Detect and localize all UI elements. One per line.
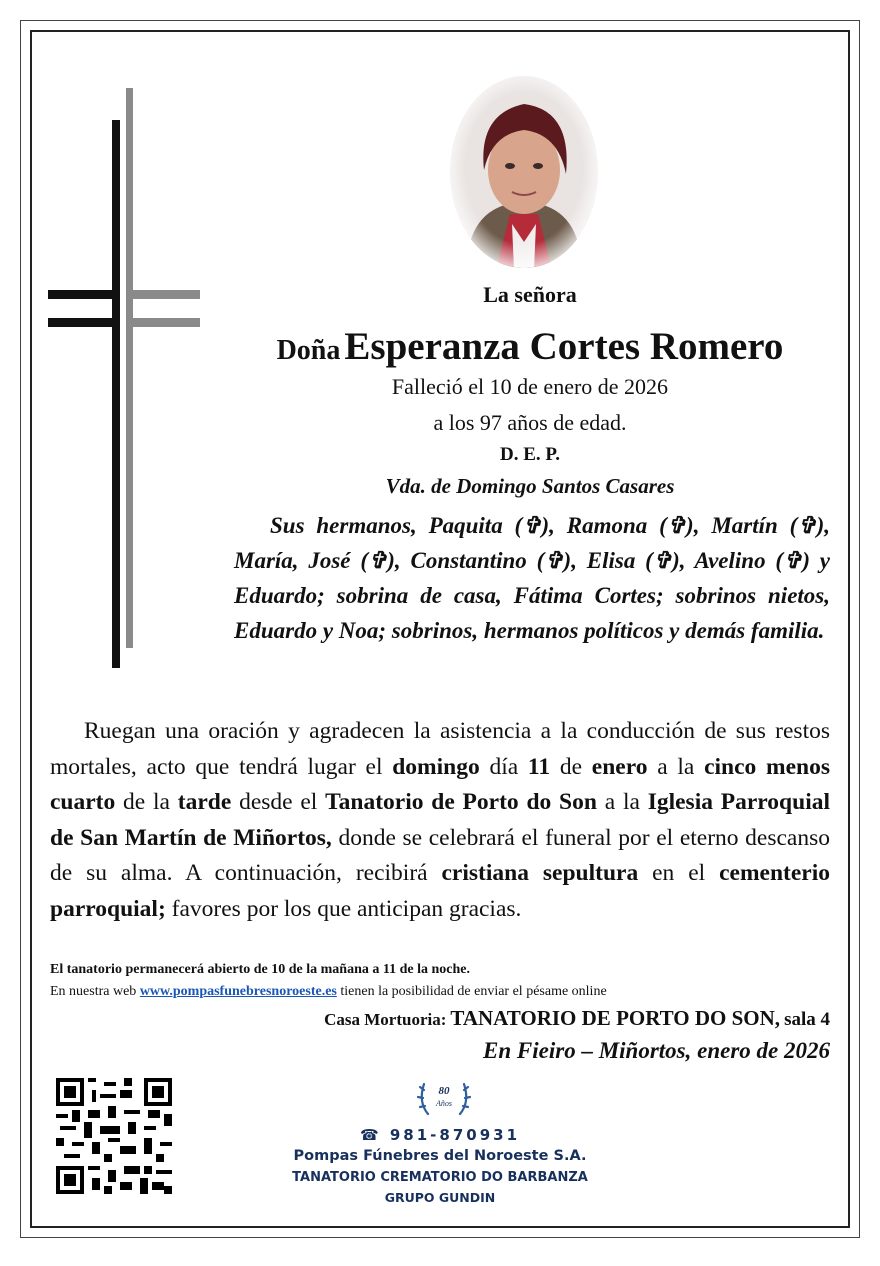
body-emphasis: cristiana sepultura: [441, 860, 639, 886]
anniversary-badge-icon: [414, 1068, 474, 1124]
body-text: en el: [638, 860, 720, 886]
website-link[interactable]: www.pompasfunebresnoroeste.es: [139, 984, 337, 999]
web-note-suffix: tienen la posibilidad de enviar el pésame online: [336, 984, 607, 999]
qr-code[interactable]: [56, 1078, 172, 1194]
crematorium-name: TANATORIO CREMATORIO DO BARBANZA: [292, 1170, 588, 1185]
portrait-photo: [448, 74, 600, 270]
body-emphasis: Iglesia Parroquial de San Martín de Miñortos,: [50, 789, 831, 851]
body-text: donde se celebrará el funeral por el eterno descanso de su alma. A continuación, recibirá: [50, 824, 831, 886]
deceased-name-line: [210, 324, 850, 369]
body-text: Ruegan una oración y agradecen la asistencia a la conducción de sus restos mortales, acto que tendrá lugar el: [50, 718, 830, 780]
phone-line: [290, 1126, 590, 1144]
mortuary-label: Casa Mortuoria:: [324, 1010, 447, 1029]
widow-line: Vda. de Domingo Santos Casares: [385, 474, 675, 498]
phone-icon: ☎: [359, 1126, 382, 1144]
age-line: a los 97 años de edad.: [433, 410, 627, 435]
closing-line: En Fieiro – Miñortos, enero de 2026: [483, 1038, 830, 1063]
death-date: Falleció el 10 de enero de 2026: [391, 374, 669, 399]
body-emphasis: 11: [527, 753, 551, 780]
web-note: [50, 984, 830, 1000]
body-text: a la: [596, 789, 648, 815]
rip-line: D. E. P.: [499, 444, 560, 465]
body-emphasis: cementerio parroquial;: [50, 860, 830, 922]
body-emphasis: domingo: [392, 753, 480, 780]
opening-hours-note: El tanatorio permanecerá abierto de 10 de la mañana a 11 de la noche.: [50, 962, 470, 977]
body-emphasis: tarde: [177, 789, 232, 815]
body-text: de: [550, 753, 592, 780]
ceremony-paragraph: [50, 714, 830, 927]
cross-icon: [48, 88, 200, 670]
mortuary-room: sala 4: [784, 1009, 830, 1030]
honorific: La señora: [483, 282, 577, 307]
deceased-name: Esperanza Cortes Romero: [344, 325, 784, 368]
web-note-prefix: En nuestra web: [50, 984, 140, 999]
body-text: favores por los que anticipan gracias.: [165, 895, 522, 922]
name-prefix: Doña: [276, 335, 341, 366]
body-text: de la: [115, 789, 178, 815]
body-text: a la: [647, 753, 705, 780]
company-name: Pompas Fúnebres del Noroeste S.A.: [293, 1148, 587, 1164]
body-emphasis: cinco menos cuarto: [50, 753, 830, 815]
body-text: desde el: [231, 789, 326, 815]
group-name: GRUPO GUNDIN: [384, 1190, 496, 1205]
mortuary-place: TANATORIO DE PORTO DO SON,: [450, 1006, 781, 1030]
family-paragraph: Sus hermanos, Paquita (✞), Ramona (✞), Martín (✞), María, José (✞), Constantino (✞), Elisa (✞), Avelino (✞) y Eduardo; sobrina de casa, Fátima Cortes; sobrinos nietos, Eduardo y Noa; sobrinos, hermanos políticos y demás familia.: [234, 513, 830, 643]
body-emphasis: enero: [591, 753, 648, 780]
badge-number: 80: [438, 1085, 450, 1097]
body-text: día: [479, 753, 528, 780]
phone-number: 981-870931: [389, 1126, 521, 1144]
mortuary-line: [50, 1006, 830, 1031]
body-emphasis: Tanatorio de Porto do Son: [325, 789, 597, 815]
badge-word: Años: [436, 1099, 452, 1108]
